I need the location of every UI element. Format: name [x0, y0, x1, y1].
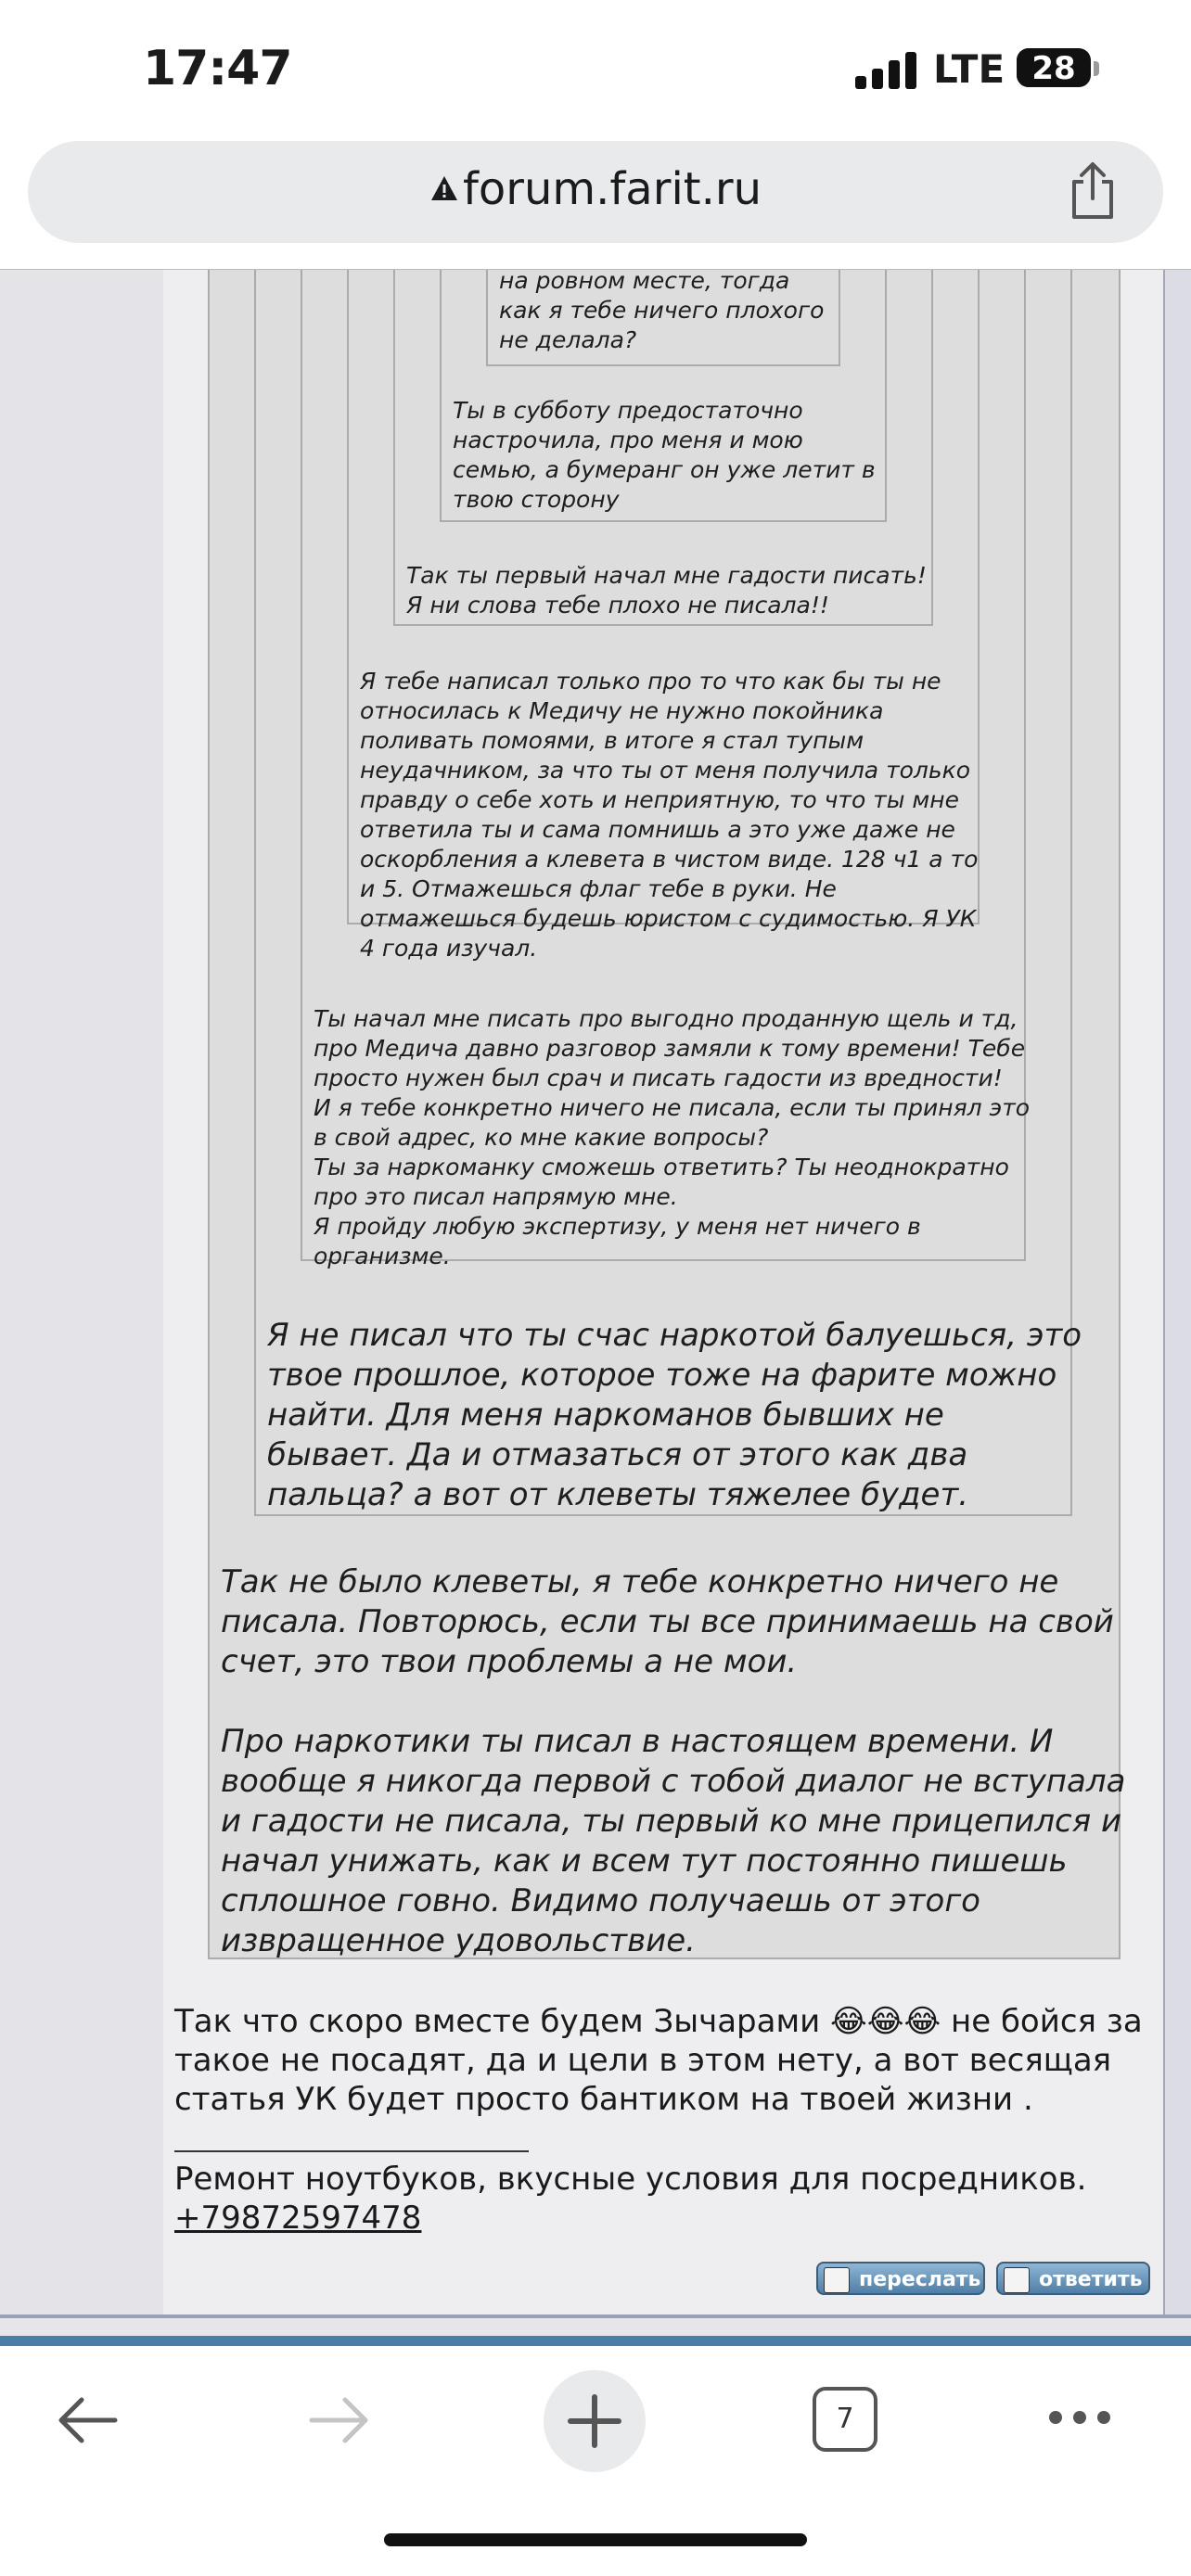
- new-tab-button[interactable]: [544, 2370, 646, 2472]
- tab-count: 7: [836, 2403, 854, 2435]
- back-icon[interactable]: [54, 2387, 121, 2454]
- more-icon[interactable]: [1046, 2404, 1113, 2431]
- quote-text: Я тебе написал только про то что как бы ты не относилась к Медичу не нужно покойника поливать помоями, в итоге я стал тупым неудачником, за что ты от меня получила только правду о себе хоть и неприятную, то что ты мне ответила ты и сама помнишь а это уже даже не оскорбления а клевета в чистом виде. 128 ч1 а то и 5. Отмажешься флаг тебе в руки. Не отмажешься будешь юристом с судимостью. Я УК 4 года изучал.: [360, 668, 979, 962]
- quote-text: Ты в субботу предостаточно настрочила, про меня и мою семью, а бумеранг он уже летит в твою сторону: [453, 397, 876, 513]
- phone-link[interactable]: +79872597478: [174, 2200, 422, 2237]
- post-text: Так что скоро вместе будем Зычарами 😂😂😂 не бойся за такое не посадят, да и цели в этом нету, а вот весящая статья УК будет просто бантиком на твоей жизни .: [174, 2003, 1143, 2118]
- quote-text: Так ты первый начал мне гадости писать! Я ни слова тебе плохо не писала!!: [406, 562, 927, 618]
- forum-page: [0, 269, 1191, 2347]
- clock: 17:47: [143, 41, 292, 96]
- forward-icon: [824, 2267, 850, 2293]
- url-text[interactable]: forum.farit.ru: [462, 163, 762, 215]
- forward-button[interactable]: [816, 2262, 985, 2295]
- left-column: [0, 270, 163, 2315]
- battery-level: 28: [1031, 50, 1076, 87]
- network-type: LTE: [933, 46, 1005, 92]
- reply-label: ответить: [1039, 2268, 1143, 2291]
- quote-text: Ты начал мне писать про выгодно проданную щель и тд, про Медича давно разговор замяли к тому времени! Тебе просто нужен был срач и писать гадости из вредности! И я тебе конкретно ничего не писала, если ты принял это в свой адрес, ко мне какие вопросы? Ты за наркоманку сможешь ответить? Ты неоднократно про это писал напрямую мне. Я пройду любую экспертизу, у меня нет ничего в организме.: [314, 1005, 1031, 1269]
- home-indicator: [384, 2533, 807, 2546]
- plus-icon: [567, 2393, 622, 2449]
- status-bar: [0, 0, 1191, 139]
- reply-icon: [1004, 2267, 1030, 2293]
- share-icon[interactable]: [1067, 161, 1119, 221]
- right-column: [1165, 270, 1191, 2315]
- quote-text: Так не было клеветы, я тебе конкретно ничего не писала. Повторюсь, если ты все принимаешь на свой счет, это твои проблемы а не мои. Про наркотики ты писал в настоящем времени. И вообще я никогда первой с тобой диалог не вступала и гадости не писала, ты первый ко мне прицепился и начал унижать, как и всем тут постоянно пишешь сплошное говно. Видимо получаешь от этого извращенное удовольствие.: [221, 1563, 1126, 1959]
- signal-icon: [855, 50, 920, 89]
- forward-label: переслать: [859, 2268, 981, 2291]
- post-bottom-border: [0, 2315, 1191, 2318]
- quote-text: Я не писал что ты счас наркотой балуешься, это твое прошлое, которое тоже на фарите можно найти. Для меня наркоманов бывших не бывает. Да и отмазаться от этого как два пальца? а вот от клеветы тяжелее будет.: [267, 1317, 1082, 1513]
- reply-button[interactable]: [996, 2262, 1150, 2295]
- battery-icon: [1017, 48, 1091, 87]
- warning-icon: [429, 173, 459, 203]
- signature-text: Ремонт ноутбуков, вкусные условия для посредников.: [174, 2161, 1087, 2198]
- forward-nav-icon: [306, 2387, 373, 2454]
- battery-tip: [1094, 61, 1099, 76]
- tabs-button[interactable]: [813, 2387, 877, 2452]
- address-bar[interactable]: [28, 141, 1163, 243]
- signature-divider: [174, 2150, 529, 2152]
- quote-text: на ровном месте, тогда как я тебе ничего плохого не делала?: [499, 269, 825, 353]
